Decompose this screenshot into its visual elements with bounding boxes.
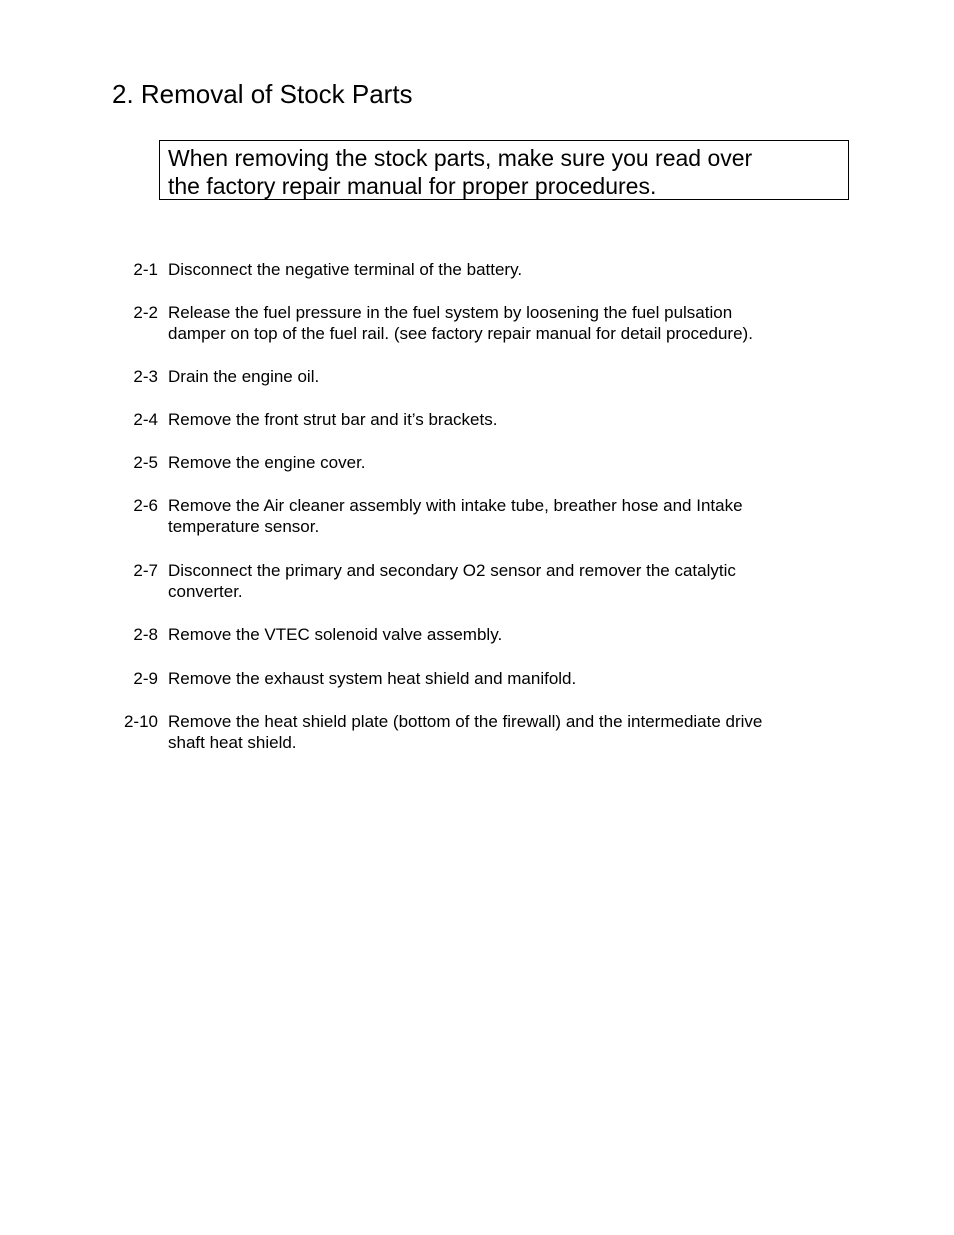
step-number: 2-4 — [133, 410, 158, 429]
step-text — [168, 560, 848, 602]
step-text — [168, 711, 848, 753]
notice-line: the factory repair manual for proper procedures. — [168, 173, 657, 199]
step-line: Disconnect the negative terminal of the battery. — [168, 260, 523, 279]
step-text — [168, 495, 848, 537]
step-line: converter. — [168, 582, 243, 601]
notice-box — [159, 140, 849, 200]
step-text — [168, 668, 848, 689]
step-number: 2-8 — [133, 625, 158, 644]
step-line: Remove the front strut bar and it’s brackets. — [168, 410, 498, 429]
step-line: Remove the VTEC solenoid valve assembly. — [168, 625, 503, 644]
step-line: Drain the engine oil. — [168, 367, 320, 386]
step-text — [168, 302, 848, 344]
step-line: Remove the heat shield plate (bottom of the firewall) and the intermediate drive — [168, 712, 763, 731]
step-number: 2-6 — [133, 496, 158, 515]
step-line: Disconnect the primary and secondary O2 sensor and remover the catalytic — [168, 561, 736, 580]
page-title: 2. Removal of Stock Parts — [112, 79, 413, 109]
step-number: 2-10 — [123, 712, 158, 731]
step-text — [168, 409, 848, 430]
step-text — [168, 452, 848, 473]
step-number: 2-5 — [133, 453, 158, 472]
step-number: 2-9 — [133, 669, 158, 688]
step-text — [168, 366, 848, 387]
step-line: Release the fuel pressure in the fuel system by loosening the fuel pulsation — [168, 303, 733, 322]
step-line: damper on top of the fuel rail. (see factory repair manual for detail procedure). — [168, 324, 753, 343]
notice-line: When removing the stock parts, make sure you read over — [168, 145, 753, 171]
step-line: Remove the engine cover. — [168, 453, 366, 472]
step-line: shaft heat shield. — [168, 733, 297, 752]
step-text — [168, 624, 848, 645]
step-line: Remove the exhaust system heat shield and manifold. — [168, 669, 577, 688]
step-text — [168, 259, 848, 280]
step-number: 2-7 — [133, 561, 158, 580]
step-number: 2-3 — [133, 367, 158, 386]
step-line: temperature sensor. — [168, 517, 320, 536]
step-number: 2-2 — [133, 303, 158, 322]
step-line: Remove the Air cleaner assembly with intake tube, breather hose and Intake — [168, 496, 743, 515]
step-number: 2-1 — [133, 260, 158, 279]
